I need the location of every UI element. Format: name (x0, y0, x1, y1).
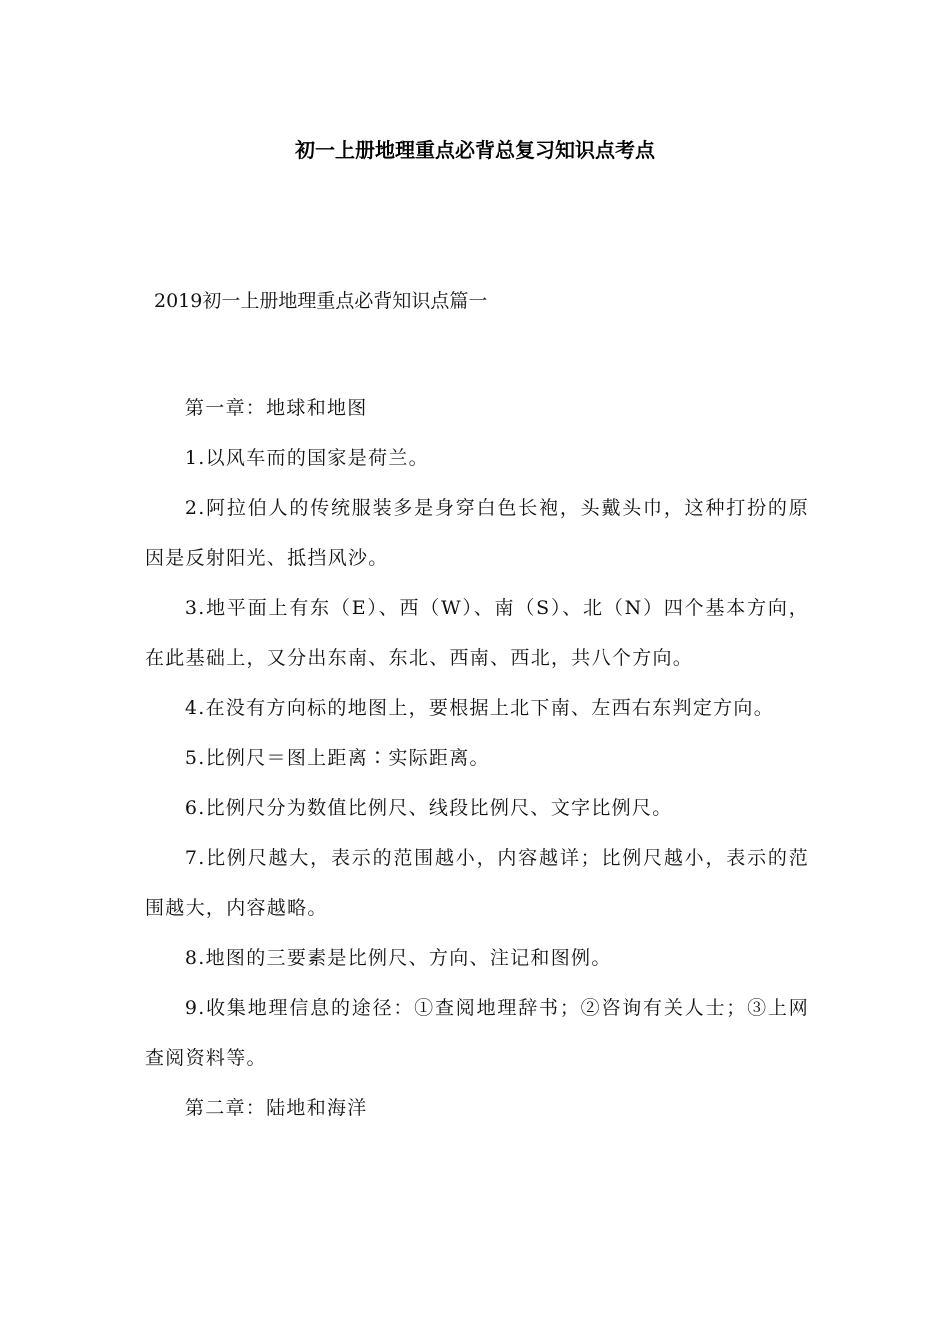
paragraph: 6.比例尺分为数值比例尺、线段比例尺、文字比例尺。 (184, 797, 673, 819)
chapter-heading: 第一章：地球和地图 (184, 397, 368, 419)
paragraph: 7.比例尺越大，表示的范围越小，内容越详；比例尺越小，表示的范围越大，内容越略。 (145, 847, 809, 919)
document-body (145, 383, 809, 1133)
paragraph: 1.以风车而的国家是荷兰。 (184, 447, 429, 469)
paragraph: 5.比例尺＝图上距离∶实际距离。 (184, 747, 490, 769)
chapter-heading: 第二章：陆地和海洋 (184, 1097, 368, 1119)
paragraph: 3.地平面上有东（E）、西（W）、南（S）、北（N）四个基本方向，在此基础上，又分出东南、东北、西南、西北，共八个方向。 (145, 597, 809, 669)
document-subtitle: 2019初一上册地理重点必背知识点篇一 (154, 290, 488, 312)
paragraph: 4.在没有方向标的地图上，要根据上北下南、左西右东判定方向。 (184, 697, 775, 719)
paragraph: 2.阿拉伯人的传统服装多是身穿白色长袍，头戴头巾，这种打扮的原因是反射阳光、抵挡风沙。 (145, 497, 809, 569)
paragraph: 8.地图的三要素是比例尺、方向、注记和图例。 (184, 947, 612, 969)
document-title: 初一上册地理重点必背总复习知识点考点 (295, 138, 655, 162)
paragraph: 9.收集地理信息的途径：①查阅地理辞书；②咨询有关人士；③上网查阅资料等。 (145, 997, 809, 1069)
